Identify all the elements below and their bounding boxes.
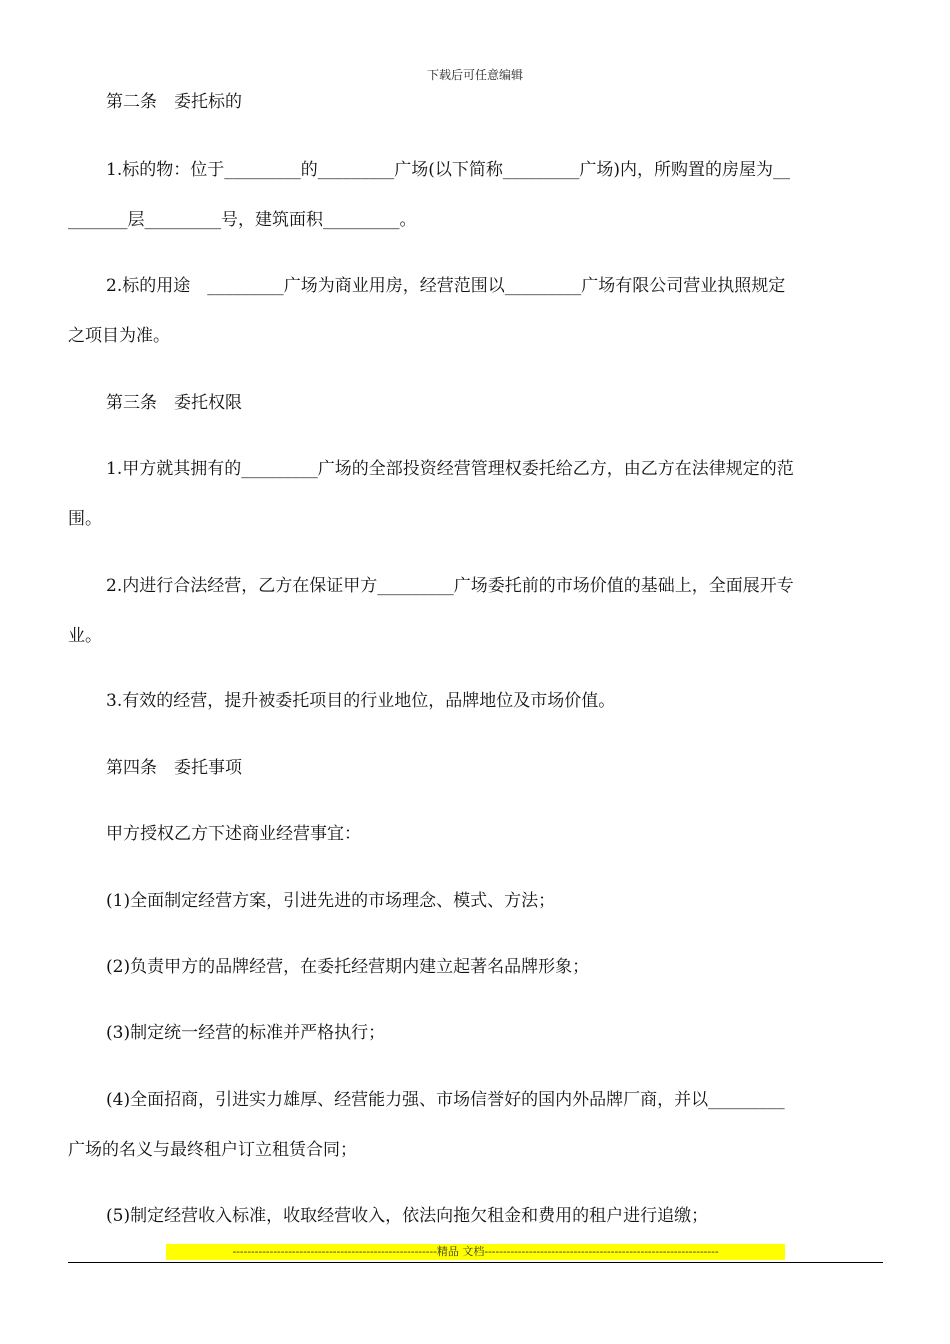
list-item: (3)制定统一经营的标准并严格执行； [106,1023,386,1043]
paragraph-line: _______层_________号，建筑面积_________。 [68,210,417,230]
article-3-heading: 第三条 委托权限 [106,393,242,413]
paragraph-line: 之项目为准。 [68,326,170,346]
footer-divider [68,1262,883,1263]
list-item: (5)制定经营收入标准，收取经营收入，依法向拖欠租金和费用的租户进行追缴； [106,1206,709,1226]
paragraph-line: 广场的名义与最终租户订立租赁合同； [68,1140,357,1160]
page-header: 下载后可任意编辑 [426,68,523,82]
paragraph-line: 甲方授权乙方下述商业经营事宜： [106,824,361,844]
paragraph-line: 围。 [68,509,102,529]
footer-watermark: -------------------------------------------------------精品 文档--------------------------------------------------------------- [166,1244,785,1260]
article-4-heading: 第四条 委托事项 [106,758,242,778]
paragraph-line: 1.标的物：位于_________的_________广场(以下简称_________广场)内，所购置的房屋为__ [106,160,790,180]
list-item: (4)全面招商，引进实力雄厚、经营能力强、市场信誉好的国内外品牌厂商，并以_________ [106,1090,785,1110]
paragraph-line: 2.标的用途 _________广场为商业用房，经营范围以_________广场有限公司营业执照规定 [106,276,786,296]
paragraph-line: 业。 [68,626,102,646]
paragraph-line: 2.内进行合法经营，乙方在保证甲方_________广场委托前的市场价值的基础上，全面展开专 [106,576,794,596]
list-item: (2)负责甲方的品牌经营，在委托经营期内建立起著名品牌形象； [106,957,590,977]
paragraph-line: 3.有效的经营，提升被委托项目的行业地位，品牌地位及市场价值。 [106,691,616,711]
list-item: (1)全面制定经营方案，引进先进的市场理念、模式、方法； [106,891,556,911]
article-2-heading: 第二条 委托标的 [106,92,242,112]
paragraph-line: 1.甲方就其拥有的_________广场的全部投资经营管理权委托给乙方，由乙方在法律规定的范 [106,459,794,479]
